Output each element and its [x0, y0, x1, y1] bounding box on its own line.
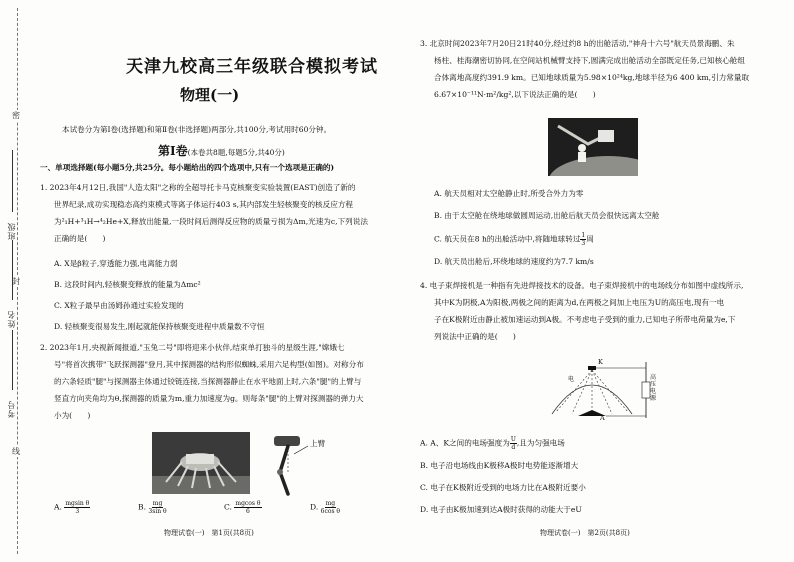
q2-line-2: 号"将首次携带"飞跃探测器"登月,其中探测器的结构形似蜘蛛,采用六足构型(如图)。对称分布	[54, 360, 364, 369]
q4-option-a-pre: A. A、K之间的电场强度为	[420, 438, 510, 448]
seal-char-mid: 封	[12, 277, 20, 286]
q4-line-3: 子在K极附近由静止被加速运动到A极。不考虑电子受到的重力,已知电子所带电荷量为e,下	[434, 315, 736, 324]
field-class-line[interactable]	[12, 150, 13, 212]
q4-option-a-post: ,且为匀强电场	[516, 438, 565, 448]
q4-option-a-fraction	[510, 436, 517, 451]
binding-strip	[0, 0, 30, 562]
leg-diagram	[258, 432, 338, 498]
q3-option-a[interactable]: A. 航天员相对太空舱静止时,所受合外力为零	[434, 189, 584, 198]
field-number-label: 考号	[7, 400, 16, 418]
exam-title: 天津九校高三年级联合模拟考试	[126, 57, 378, 77]
q3-option-c-den: 3	[581, 240, 586, 247]
q2-option-c-num: mgcos θ	[235, 500, 261, 507]
part-title	[158, 142, 285, 159]
field-name-line[interactable]	[12, 240, 13, 300]
q4-option-a[interactable]	[420, 436, 565, 451]
q2-option-c-den: 6	[246, 508, 250, 515]
q4-option-a-den: d	[511, 444, 516, 451]
q1-line-2: 世界纪录,成功实现稳态高约束模式等离子体运行403 s,其内部发生轻核聚变的核反应方程	[54, 200, 354, 209]
field-class-label: 班级	[7, 222, 16, 240]
left-column	[40, 0, 385, 562]
leg-arm-label: 上臂	[310, 439, 326, 448]
q1-option-b[interactable]: B. 这段时间内,轻核聚变释放的能量为Δmc²	[54, 280, 201, 289]
q2-option-a[interactable]	[54, 500, 90, 515]
q2-option-c-letter: C.	[224, 502, 232, 512]
q2-option-a-letter: A.	[54, 502, 62, 512]
q2-line-5: 小为( )	[54, 411, 91, 420]
field-label: 电	[568, 376, 575, 383]
q2-option-b-num: mg	[152, 500, 163, 507]
field-number-line[interactable]	[12, 330, 13, 390]
q4-line-1: 4. 电子束焊接机是一种指有先进焊接技术的设备。电子束焊接机中的电场线分布如图中虚线所示,	[420, 281, 744, 290]
q3-line-2: 杨柱、桂海潮密切协同,在空间站机械臂支持下,圆满完成出舱活动全部既定任务,已知核心舱组	[434, 56, 745, 65]
q4-option-a-num: U	[510, 436, 516, 443]
electron-beam-diagram	[548, 352, 658, 426]
page-footer-left: 物理试卷(一) 第1页(共8页)	[164, 529, 254, 537]
q2-option-b-fraction	[148, 500, 166, 515]
q1-option-d[interactable]: D. 轻核聚变很易发生,刚起就能保持核聚变进程中质量数不守恒	[54, 322, 265, 331]
q2-option-a-fraction	[64, 500, 90, 515]
q3-line-3: 合体离地高度约391.9 km。已知地球质量为5.98×10²⁴kg,地球半径为6 400 km,引力常量取	[434, 73, 750, 82]
q1-option-a[interactable]: A. X是β粒子,穿透能力强,电离能力弱	[54, 259, 178, 268]
q4-line-2: 其中K为阴极,A为阳极,两极之间的距离为d,在两极之间加上电压为U的高压电,现有一电	[434, 298, 725, 307]
q2-line-1: 2. 2023年1月,央视新闻报道,"玉兔二号"即将迎来小伙伴,结束单打独斗的星级生涯,"嫦娥七	[40, 343, 345, 352]
q1-line-4: 正确的是( )	[54, 234, 106, 243]
q2-option-b-letter: B.	[138, 502, 146, 512]
exam-intro: 本试卷分为第Ⅰ卷(选择题)和第Ⅱ卷(非选择题)两部分,共100分,考试用时60分钟。	[62, 125, 332, 134]
part-title-text: 第Ⅰ卷	[158, 144, 188, 158]
lander-photo	[152, 432, 250, 494]
section1-heading: 一、单项选择题(每小题5分,共25分。每小题给出的四个选项中,只有一个选项是正确的)	[40, 163, 335, 172]
q2-option-b-den: 3sin θ	[148, 508, 167, 515]
q3-option-d[interactable]: D. 航天员出舱后,环绕地球的速度约为7.7 km/s	[434, 257, 594, 266]
seal-char-top: 密	[12, 111, 20, 120]
field-name-label: 姓名	[7, 310, 16, 328]
q2-option-a-den: 3	[75, 508, 80, 515]
q3-option-c-num: 1	[581, 232, 586, 239]
power-source-label: 高压电源	[650, 374, 657, 402]
q3-option-c-pre: C. 航天员在8 h的出舱活动中,将随地球转过	[434, 234, 581, 244]
part-note: (本卷共8题,每题5分,共40分)	[187, 148, 285, 157]
q3-option-c-post: 周	[586, 234, 594, 244]
q4-option-b[interactable]: B. 电子沿电场线由K极移A极时电势能逐渐增大	[420, 461, 579, 470]
q2-option-a-num: mgsin θ	[65, 500, 90, 507]
q2-option-c-fraction	[234, 500, 261, 515]
q2-option-d-den: 6cos θ	[320, 508, 341, 515]
q3-option-c[interactable]	[434, 232, 594, 247]
seal-char-bottom: 线	[12, 447, 20, 456]
q2-option-d-letter: D.	[310, 502, 319, 512]
q3-line-4: 6.67×10⁻¹¹N·m²/kg²,以下说法正确的是( )	[434, 90, 596, 99]
page-footer-right: 物理试卷(一) 第2页(共8页)	[540, 529, 630, 537]
leg-diagram-svg	[258, 432, 338, 498]
q3-line-1: 3. 北京时间2023年7月20日21时40分,经过约8 h的出舱活动,"神舟十六号"航天员景海鹏、朱	[420, 39, 735, 48]
q2-option-d-num: mg	[325, 500, 336, 507]
q2-option-b[interactable]	[138, 500, 167, 515]
q2-option-c[interactable]	[224, 500, 262, 515]
q4-option-c[interactable]: C. 电子在K极附近受到的电场力比在A极附近要小	[420, 483, 586, 492]
q1-option-c[interactable]: C. X粒子最早由汤姆孙通过实验发现的	[54, 301, 184, 310]
q4-line-4: 列说法中正确的是( )	[434, 332, 516, 341]
lander-photo-art	[152, 432, 250, 494]
q3-option-b[interactable]: B. 由于太空舱在绕地球做圆周运动,出舱后航天员会很快远离太空舱	[434, 211, 660, 220]
anode-label: A	[600, 414, 605, 422]
subject-title: 物理(一)	[180, 86, 240, 104]
q2-line-3: 的六条轻质"腿"与探测器主体通过铰链连接,当探测器静止在水平地面上时,六条"腿"的上臂与	[54, 377, 362, 386]
q2-line-4: 竖直方向夹角均为θ,探测器的质量为m,重力加速度为g。则每条"腿"的上臂对探测器的弹力大	[54, 394, 364, 403]
spacewalk-photo-art	[548, 118, 638, 176]
spacewalk-photo	[548, 118, 638, 176]
q2-option-d[interactable]	[310, 500, 340, 515]
cathode-label: K	[598, 358, 603, 366]
q1-line-1: 1. 2023年4月12日,我国"人造太阳"之称的全超导托卡马克核聚变实验装置(EAST)创造了新的	[40, 183, 356, 192]
q1-line-3: 为²₁H+³₁H→⁴₂He+X,释放出能量,一段时间后测得反应物的质量亏损为Δm,光速为c,下列说法	[54, 217, 368, 226]
right-column	[420, 0, 770, 562]
q4-option-d[interactable]: D. 电子由K极加速到达A极时获得的动能大于eU	[420, 505, 582, 514]
q2-option-d-fraction	[321, 500, 340, 515]
